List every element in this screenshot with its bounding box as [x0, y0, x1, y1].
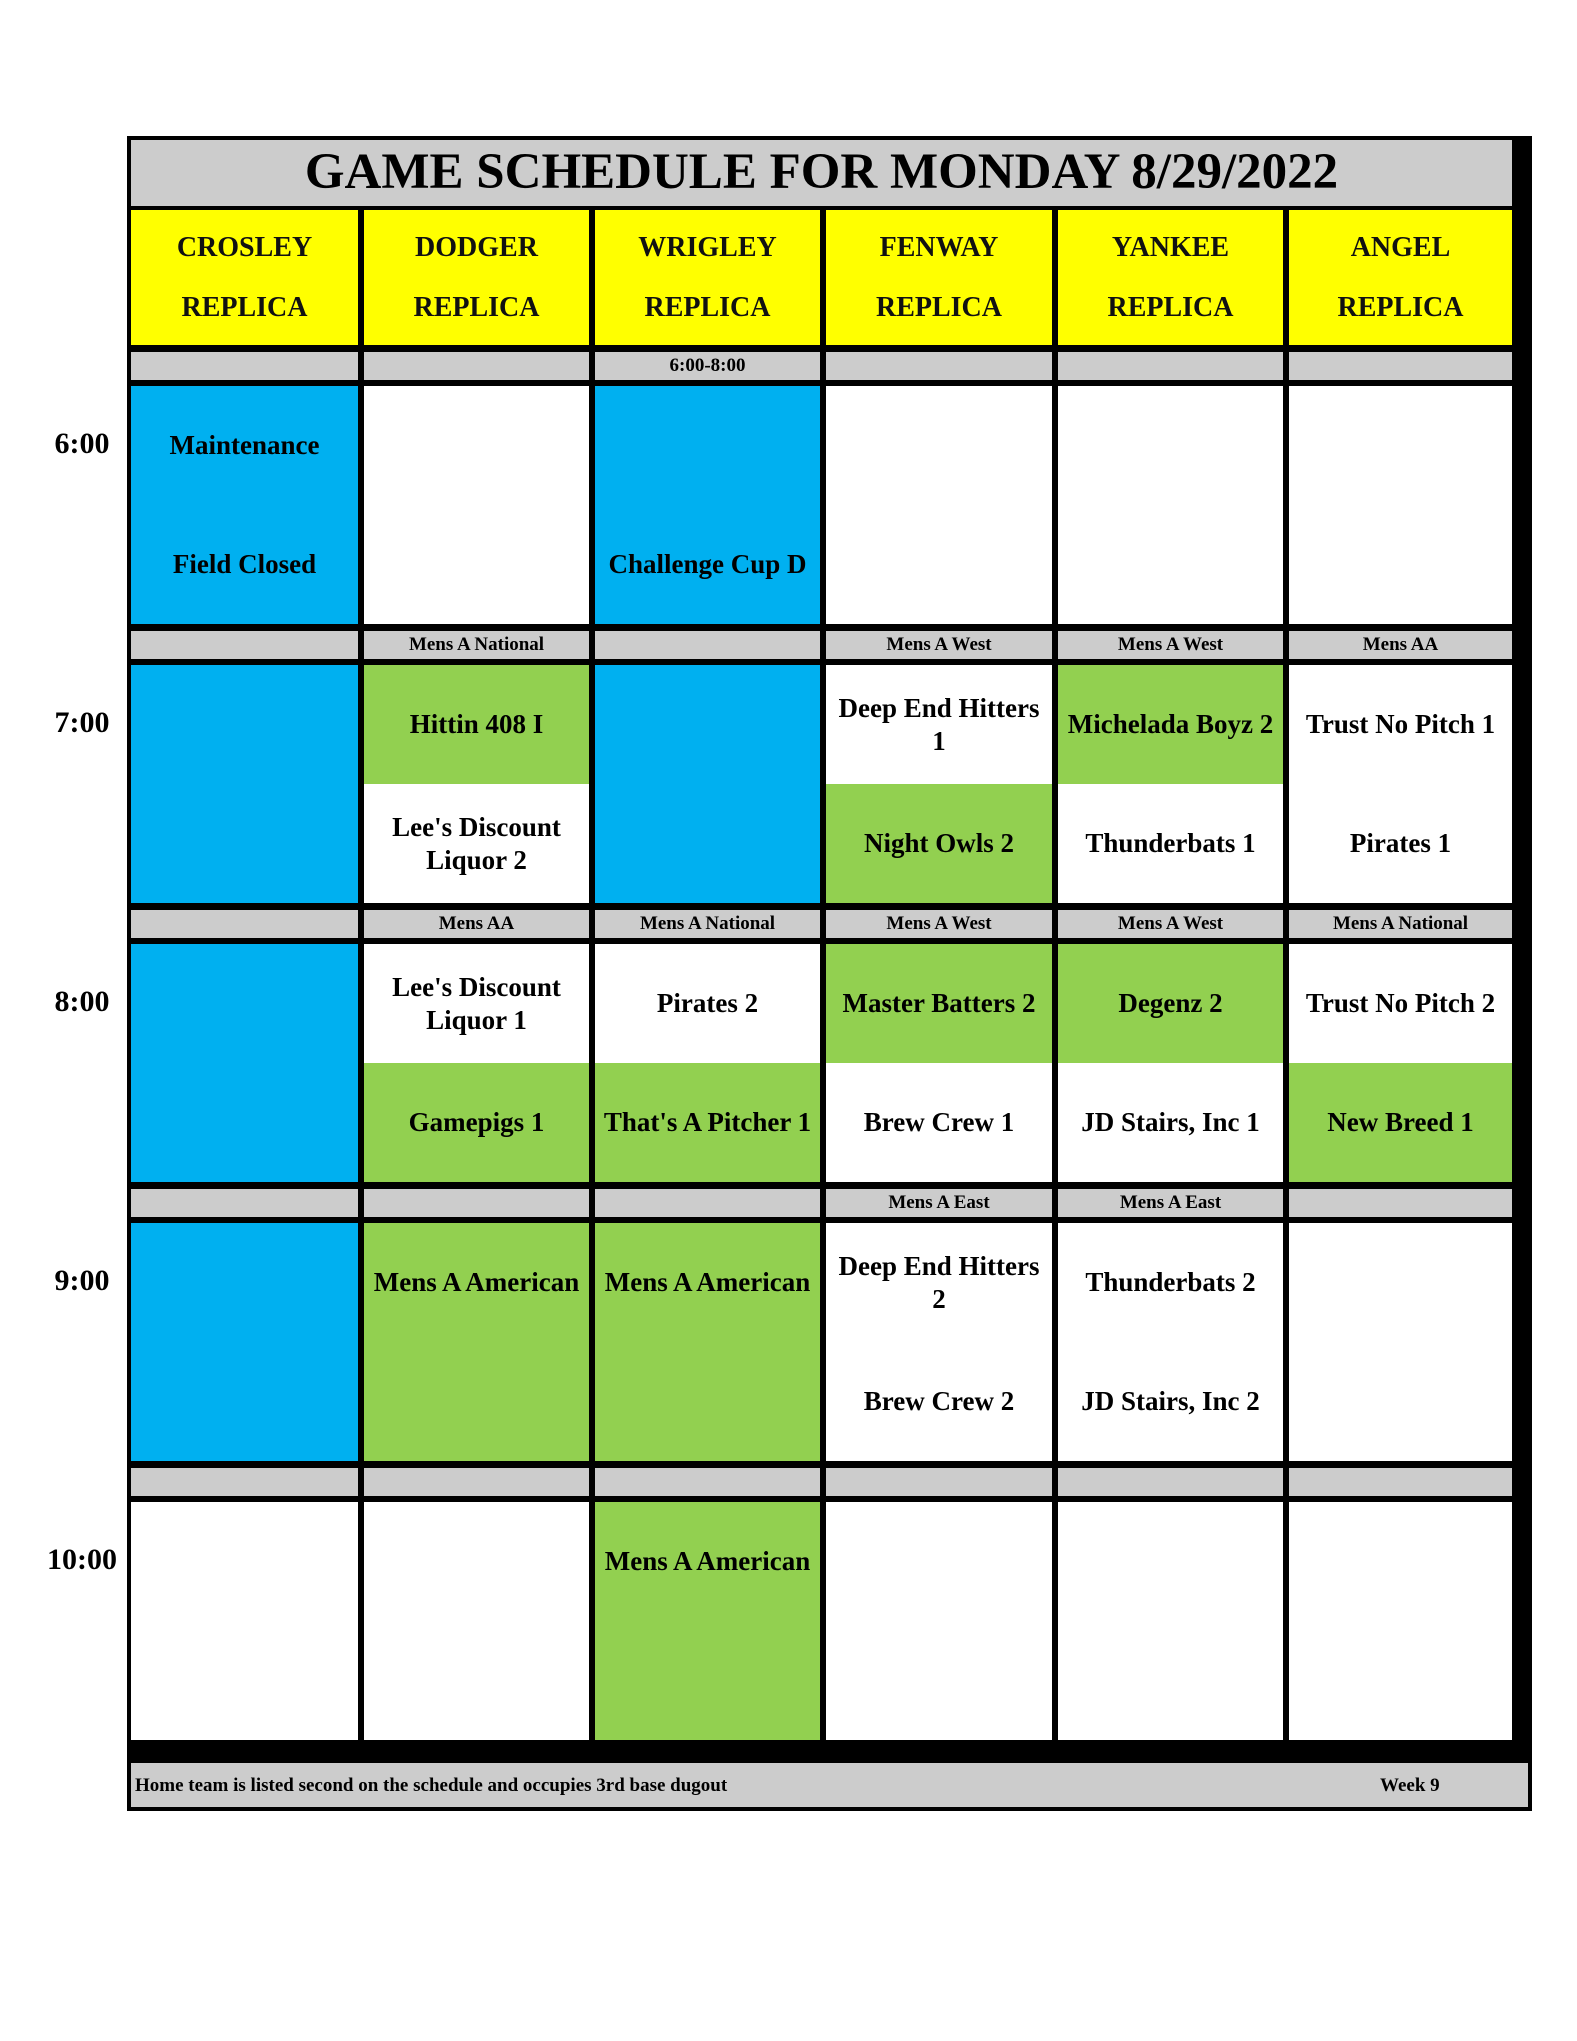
game-cell-top: Pirates 2 [595, 944, 820, 1063]
game-cell-bottom: JD Stairs, Inc 1 [1058, 1063, 1283, 1182]
field-name: FENWAY [879, 231, 999, 263]
game-cell-top: Mens A American [364, 1223, 589, 1342]
field-header-angel [1289, 210, 1512, 345]
field-name: YANKEE [1111, 231, 1230, 263]
field-header-fenway [826, 210, 1052, 345]
field-name: CROSLEY [176, 231, 313, 263]
game-cell-bottom [595, 784, 820, 903]
game-cell-top [131, 1223, 358, 1342]
time-label: 8:00 [54, 985, 110, 1018]
schedule-title: GAME SCHEDULE FOR MONDAY 8/29/2022 [131, 140, 1512, 206]
game-cell-top: Trust No Pitch 2 [1289, 944, 1512, 1063]
field-subtitle: REPLICA [181, 291, 308, 323]
game-cell-bottom [131, 1621, 358, 1740]
game-cell-top: Lee's Discount Liquor 1 [364, 944, 589, 1063]
week-label: Week 9 [1380, 1775, 1440, 1796]
division-label: Mens A West [1058, 910, 1283, 938]
division-label [1289, 1189, 1512, 1217]
game-cell-bottom [364, 1342, 589, 1461]
game-cell-bottom: Brew Crew 1 [826, 1063, 1052, 1182]
division-label [131, 631, 358, 659]
game-cell-top [364, 386, 589, 505]
game-cell-bottom: Brew Crew 2 [826, 1342, 1052, 1461]
game-cell-bottom [826, 1621, 1052, 1740]
division-label: Mens A West [1058, 631, 1283, 659]
division-label [595, 631, 820, 659]
division-label: Mens A National [364, 631, 589, 659]
division-label: Mens AA [1289, 631, 1512, 659]
game-cell-top: Degenz 2 [1058, 944, 1283, 1063]
time-label: 10:00 [47, 1543, 117, 1576]
field-header-dodger [364, 210, 589, 345]
game-cell-top [1289, 1502, 1512, 1621]
game-cell-bottom: Thunderbats 1 [1058, 784, 1283, 903]
game-cell-top: Mens A American [595, 1502, 820, 1621]
game-cell-top [595, 665, 820, 784]
division-label: Mens A National [1289, 910, 1512, 938]
field-subtitle: REPLICA [1337, 291, 1464, 323]
field-subtitle: REPLICA [644, 291, 771, 323]
game-cell-bottom [364, 1621, 589, 1740]
game-cell-top: Maintenance [131, 386, 358, 505]
field-header-wrigley [595, 210, 820, 345]
game-cell-bottom [131, 784, 358, 903]
game-cell-top: Thunderbats 2 [1058, 1223, 1283, 1342]
field-header-crosley [131, 210, 358, 345]
game-cell-bottom: Lee's Discount Liquor 2 [364, 784, 589, 903]
division-label [1289, 352, 1512, 380]
game-cell-bottom: Field Closed [131, 505, 358, 624]
footer-note: Home team is listed second on the schedule and occupies 3rd base dugout [135, 1775, 728, 1796]
game-cell-bottom: Gamepigs 1 [364, 1063, 589, 1182]
game-cell-top [826, 1502, 1052, 1621]
game-cell-bottom: Challenge Cup D [595, 505, 820, 624]
game-cell-bottom [595, 1342, 820, 1461]
field-header-yankee [1058, 210, 1283, 345]
schedule-footer [131, 1763, 1528, 1807]
division-label [364, 352, 589, 380]
division-label [1058, 1468, 1283, 1496]
game-cell-top: Trust No Pitch 1 [1289, 665, 1512, 784]
game-cell-bottom [1289, 1621, 1512, 1740]
game-cell-bottom [826, 505, 1052, 624]
game-cell-top [826, 386, 1052, 505]
game-cell-top [131, 665, 358, 784]
game-cell-bottom: Pirates 1 [1289, 784, 1512, 903]
time-label: 9:00 [54, 1264, 110, 1297]
game-cell-bottom: That's A Pitcher 1 [595, 1063, 820, 1182]
game-cell-top [1058, 1502, 1283, 1621]
game-cell-bottom: JD Stairs, Inc 2 [1058, 1342, 1283, 1461]
division-label: 6:00-8:00 [595, 352, 820, 380]
game-cell-top: Master Batters 2 [826, 944, 1052, 1063]
schedule-table [127, 136, 1532, 1811]
division-label [826, 352, 1052, 380]
field-subtitle: REPLICA [875, 291, 1002, 323]
game-cell-top [1058, 386, 1283, 505]
division-label [1058, 352, 1283, 380]
game-cell-bottom: New Breed 1 [1289, 1063, 1512, 1182]
game-cell-bottom [1058, 1621, 1283, 1740]
division-label [131, 1189, 358, 1217]
field-name: WRIGLEY [638, 231, 777, 263]
division-label [364, 1468, 589, 1496]
division-label: Mens A National [595, 910, 820, 938]
division-label [364, 1189, 589, 1217]
game-cell-bottom [1058, 505, 1283, 624]
field-subtitle: REPLICA [1107, 291, 1234, 323]
game-cell-top: Deep End Hitters 2 [826, 1223, 1052, 1342]
game-cell-bottom [131, 1063, 358, 1182]
game-cell-top: Hittin 408 I [364, 665, 589, 784]
game-cell-top: Mens A American [595, 1223, 820, 1342]
game-cell-bottom [1289, 505, 1512, 624]
game-cell-top [595, 386, 820, 505]
time-label: 7:00 [54, 706, 110, 739]
game-cell-bottom [595, 1621, 820, 1740]
division-label [131, 910, 358, 938]
division-label: Mens A East [826, 1189, 1052, 1217]
division-label: Mens A West [826, 910, 1052, 938]
game-cell-top [1289, 1223, 1512, 1342]
game-cell-bottom [1289, 1342, 1512, 1461]
division-label [595, 1189, 820, 1217]
division-label [131, 352, 358, 380]
game-cell-top [1289, 386, 1512, 505]
field-name: ANGEL [1350, 231, 1451, 263]
time-label: 6:00 [54, 427, 110, 460]
game-cell-top [364, 1502, 589, 1621]
game-cell-top: Michelada Boyz 2 [1058, 665, 1283, 784]
field-subtitle: REPLICA [413, 291, 540, 323]
game-cell-top [131, 944, 358, 1063]
game-cell-top: Deep End Hitters 1 [826, 665, 1052, 784]
division-label: Mens A West [826, 631, 1052, 659]
division-label [1289, 1468, 1512, 1496]
field-name: DODGER [415, 231, 538, 263]
game-cell-bottom [364, 505, 589, 624]
division-label [131, 1468, 358, 1496]
division-label [826, 1468, 1052, 1496]
division-label: Mens A East [1058, 1189, 1283, 1217]
game-cell-bottom [131, 1342, 358, 1461]
game-cell-bottom: Night Owls 2 [826, 784, 1052, 903]
game-cell-top [131, 1502, 358, 1621]
division-label [595, 1468, 820, 1496]
division-label: Mens AA [364, 910, 589, 938]
